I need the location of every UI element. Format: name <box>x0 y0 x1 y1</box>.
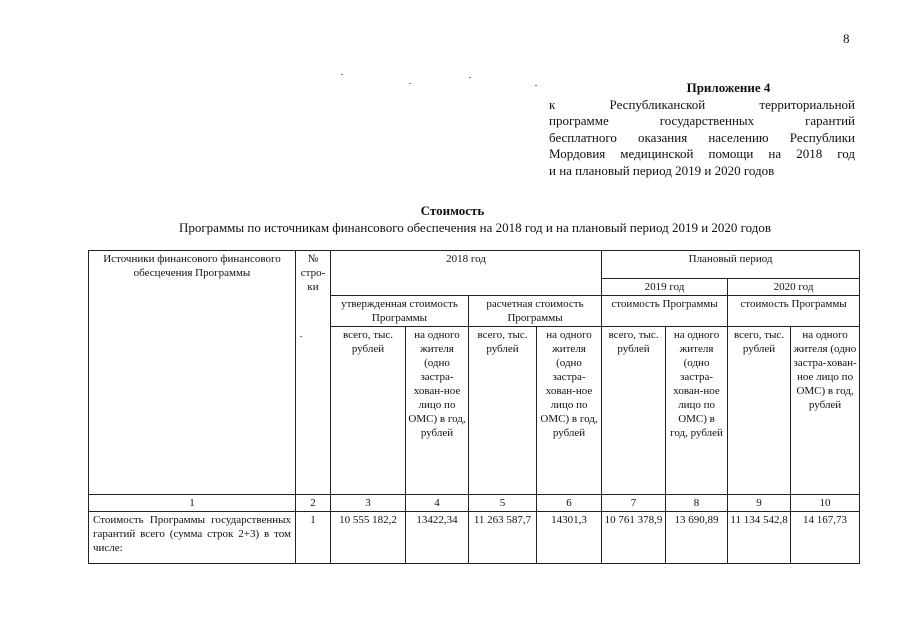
row-number: 1 <box>296 512 331 564</box>
appendix-title: Приложение 4 <box>686 80 771 95</box>
column-number: 6 <box>537 495 602 512</box>
header-source: Источники финансового финансового обесцечения Программы <box>89 251 296 495</box>
document-title: Стоимость <box>420 203 485 218</box>
value-cell: 11 134 542,8 <box>728 512 791 564</box>
column-number: 1 <box>89 495 296 512</box>
appendix-line: к Республиканской территориальной <box>549 96 855 112</box>
header-per-capita: на одного жителя (одно застра-хован-ное лицо по ОМС) в год, рублей <box>666 327 728 495</box>
scan-speck <box>469 77 471 78</box>
header-planned-period: Плановый период <box>602 251 860 279</box>
column-number: 2 <box>296 495 331 512</box>
column-number: 7 <box>602 495 666 512</box>
header-2020: 2020 год <box>728 279 860 296</box>
header-per-capita: на одного жителя (одно застра-хован-ное лицо по ОМС) в год, рублей <box>791 327 860 495</box>
value-cell: 13 690,89 <box>666 512 728 564</box>
header-per-capita: на одного жителя (одно застра-хован-ное лицо по ОМС) в год, рублей <box>406 327 469 495</box>
header-row-number: № стро-ки <box>296 251 331 495</box>
appendix-block <box>549 80 855 179</box>
scan-speck <box>409 83 411 84</box>
header-2019: 2019 год <box>602 279 728 296</box>
scan-speck <box>535 85 537 86</box>
header-approved-cost: утвержденная стоимость Программы <box>331 296 469 327</box>
document-subtitle: Программы по источникам финансового обеспечения на 2018 год и на плановый период 2019 и 2020 годов <box>178 220 772 235</box>
cost-table <box>88 250 860 564</box>
header-cost-2020: стоимость Программы <box>728 296 860 327</box>
value-cell: 11 263 587,7 <box>469 512 537 564</box>
value-cell: 14 167,73 <box>791 512 860 564</box>
appendix-line: Мордовия медицинской помощи на 2018 год <box>549 146 855 161</box>
column-number: 10 <box>791 495 860 512</box>
column-number: 4 <box>406 495 469 512</box>
column-number: 5 <box>469 495 537 512</box>
column-number: 9 <box>728 495 791 512</box>
value-cell: 10 555 182,2 <box>331 512 406 564</box>
header-total: всего, тыс. рублей <box>331 327 406 495</box>
table-row <box>89 512 860 564</box>
appendix-line: программе государственных гарантий <box>549 113 855 128</box>
header-per-capita: на одного жителя (одно застра-хован-ное лицо по ОМС) в год, рублей <box>537 327 602 495</box>
value-cell: 13422,34 <box>406 512 469 564</box>
value-cell: 10 761 378,9 <box>602 512 666 564</box>
row-label: Стоимость Программы государственных гарантий всего (сумма строк 2+3) в том числе: <box>89 512 296 564</box>
scan-speck <box>341 74 343 75</box>
value-cell: 14301,3 <box>537 512 602 564</box>
header-total: всего, тыс. рублей <box>602 327 666 495</box>
appendix-line: и на плановый период 2019 и 2020 годов <box>549 162 775 178</box>
column-number: 3 <box>331 495 406 512</box>
header-total: всего, тыс. рублей <box>469 327 537 495</box>
header-cost-2019: стоимость Программы <box>602 296 728 327</box>
scan-speck <box>300 336 302 337</box>
page-number: 8 <box>843 31 850 46</box>
header-2018: 2018 год <box>331 251 602 296</box>
header-estimated-cost: расчетная стоимость Программы <box>469 296 602 327</box>
header-total: всего, тыс. рублей <box>728 327 791 495</box>
column-number: 8 <box>666 495 728 512</box>
appendix-line: бесплатного оказания населению Республики <box>549 129 855 145</box>
